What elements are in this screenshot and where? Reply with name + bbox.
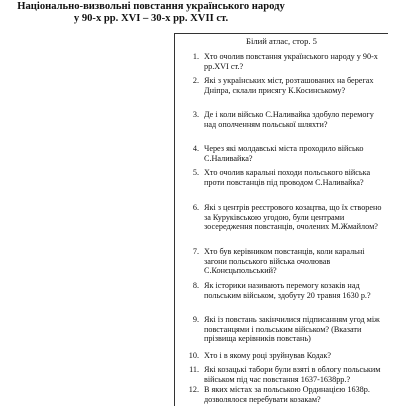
question-item bbox=[179, 144, 383, 163]
question-text: Які з українських міст, розташованих на берегах Дніпра, склали присягу К.Косинському? bbox=[204, 76, 374, 95]
question-item bbox=[179, 351, 383, 361]
title-line-2: у 90-х рр. XVI – 30-х рр. XVII ст. bbox=[73, 13, 229, 24]
question-number: 7. bbox=[192, 247, 199, 256]
question-text: Хто очолив каральні походи польського війська проти повстанців під проводом С.Наливайка? bbox=[204, 168, 371, 187]
question-number: 6. bbox=[192, 203, 199, 212]
question-number: 10. bbox=[188, 351, 199, 360]
question-item bbox=[179, 247, 383, 276]
questions-panel bbox=[174, 33, 388, 406]
question-number: 9. bbox=[192, 315, 199, 324]
question-number: 8. bbox=[192, 281, 199, 290]
question-number: 11. bbox=[189, 365, 199, 374]
question-item bbox=[179, 281, 383, 300]
panel-top-border bbox=[174, 33, 388, 34]
document-title bbox=[6, 1, 296, 25]
question-number: 5. bbox=[192, 168, 199, 177]
question-text: Хто був керівником повстанців, коли каральні загони польського війська очолював С.Конєцьпольський? bbox=[204, 247, 365, 276]
question-number: 4. bbox=[192, 144, 199, 153]
title-line-1: Національно-визвольні повстання українського народу bbox=[17, 1, 285, 12]
question-text: Через які молдавські міста проходило військо С.Наливайка? bbox=[204, 144, 364, 163]
question-text: Які з центрів реєстрового козацтва, що їх створено за Куруківською угодою, були центрами зосередження повстанців, очолених М.Жмайлом? bbox=[204, 203, 382, 232]
question-text: Як історики називають перемогу козаків над польським військом, здобуту 20 травня 1630 р.? bbox=[204, 281, 371, 300]
question-number: 12. bbox=[188, 385, 199, 394]
question-text: Хто очолив повстання українського народу у 90-х рр.XVI ст.? bbox=[204, 52, 378, 71]
question-number: 3. bbox=[192, 110, 199, 119]
question-item bbox=[179, 315, 383, 344]
question-item bbox=[179, 76, 383, 95]
question-item bbox=[179, 52, 383, 71]
question-text: Де і коли військо С.Наливайка здобуло перемогу над ополченням польської шляхти? bbox=[204, 110, 374, 129]
atlas-reference: Білий атлас, стор. 5 bbox=[246, 36, 317, 46]
question-text: Які козацькі табори були взяті в облогу польським військом під час повстання 1637-1638рр.? bbox=[204, 365, 381, 384]
question-item bbox=[179, 110, 383, 129]
question-text: Які із повстань закінчилися підписанням угод між повстанцями і польським військом? (Вказати прізвища керівників повстань) bbox=[204, 315, 380, 344]
question-text: Хто і в якому році зруйнував Кодак? bbox=[204, 351, 332, 360]
question-item bbox=[179, 168, 383, 187]
question-item bbox=[179, 203, 383, 232]
question-text: В яких містах за польською Ординацією 1638р. дозволялося перебувати козакам? bbox=[204, 385, 370, 404]
question-item bbox=[179, 385, 383, 404]
question-item bbox=[179, 365, 383, 384]
question-number: 1. bbox=[192, 52, 199, 61]
question-number: 2. bbox=[192, 76, 199, 85]
